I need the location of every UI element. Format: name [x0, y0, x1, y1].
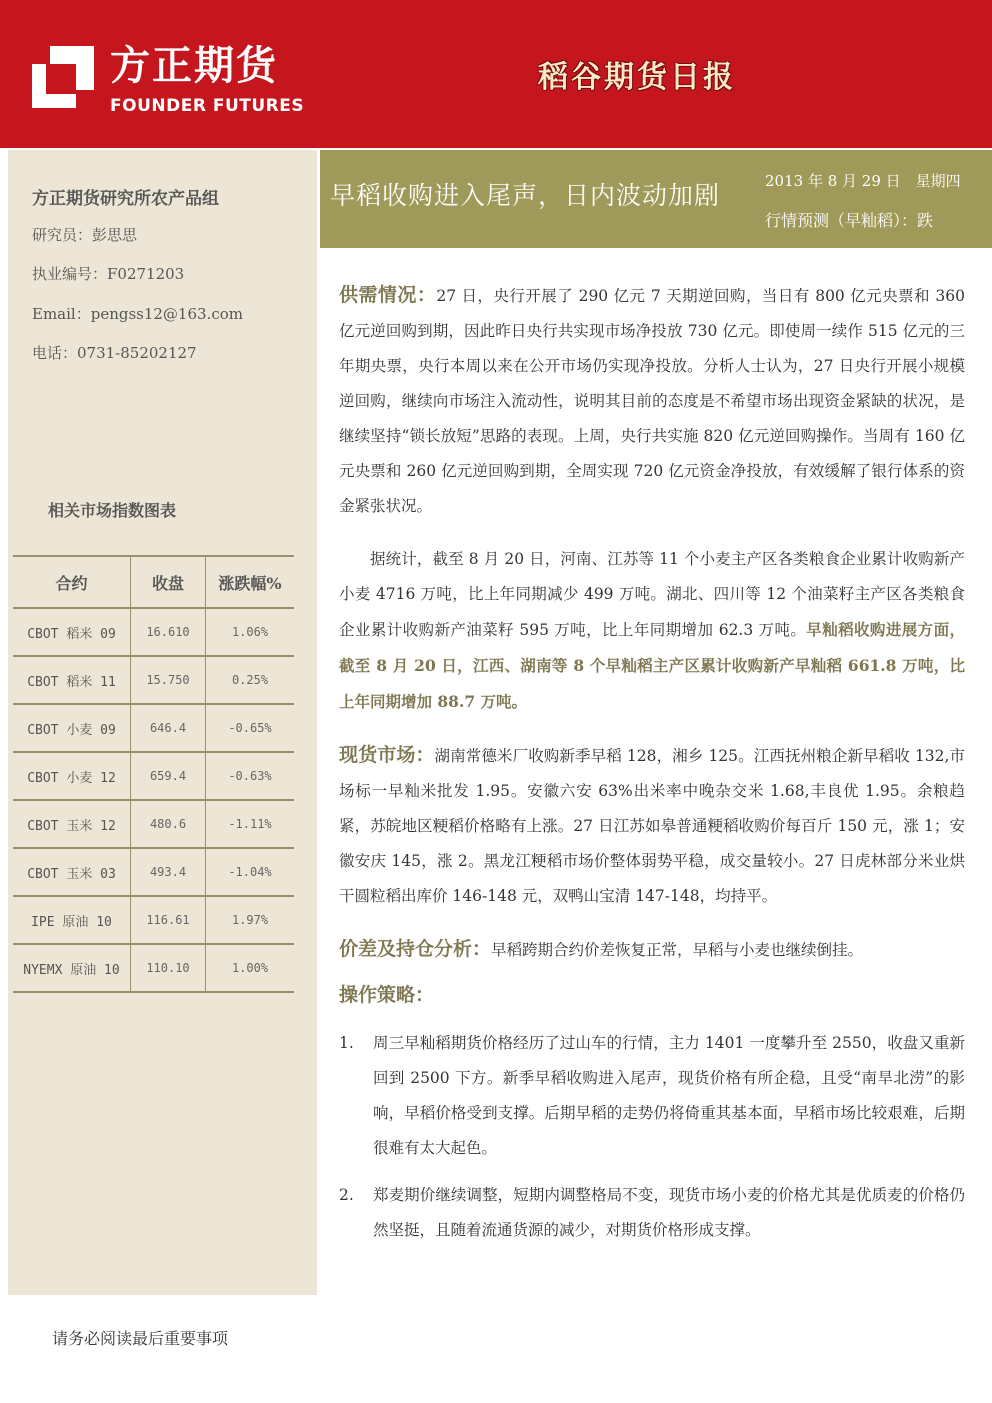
cell-contract: CBOT 玉米 12 — [13, 800, 131, 848]
stats-text: 据统计，截至 8 月 20 日，河南、江苏等 11 个小麦主产区各类粮食企业累计收购新产小麦 4716 万吨，比上年同期减少 499 万吨。湖北、四川等 12 个油菜籽主产区各类粮食企业累计收购新产油菜籽 595 万吨，比上年同期增加 62.3 万吨。 — [339, 550, 965, 639]
forecast: 行情预测（早籼稻）：跌 — [765, 211, 934, 230]
col-header-close: 收盘 — [131, 556, 206, 608]
supply-section — [339, 278, 965, 524]
cell-close: 15.750 — [131, 656, 206, 704]
report-date: 2013 年 8 月 29 日 星期四 — [765, 172, 961, 190]
researcher: 研究员：彭思思 — [32, 226, 138, 244]
cell-contract: CBOT 稻米 09 — [13, 608, 131, 656]
table-row — [13, 800, 294, 848]
cell-change: 1.00% — [206, 944, 295, 992]
spot-section — [339, 738, 965, 914]
list-number: 1. — [339, 1034, 354, 1052]
license-number: 执业编号：F0271203 — [32, 265, 185, 283]
cell-change: -0.65% — [206, 704, 295, 752]
cell-contract: IPE 原油 10 — [13, 896, 131, 944]
table-row — [13, 752, 294, 800]
founder-logo-icon — [28, 42, 98, 112]
index-table-title: 相关市场指数图表 — [48, 501, 177, 520]
stats-bold-text: 早籼稻收购进展方面，截至 8 月 20 日，江西、湖南等 8 个早籼稻主产区累计收购新产早籼稻 661.8 万吨，比上年同期增加 88.7 万吨。 — [339, 620, 965, 711]
supply-text: 27 日，央行开展了 290 亿元 7 天期逆回购，当日有 800 亿元央票和 360 亿元逆回购到期，因此昨日央行共实现市场净投放 730 亿元。即使周一续作 515 亿元的三年期央票，央行本周以来在公开市场仍实现净投放。分析人士认为，27 日央行开展小规模逆回购，继续向市场注入流动性，说明其目前的态度是不希望市场出现资金紧缺的状况，是继续坚持“锁长放短”思路的表现。上周，央行共实施 820 亿元逆回购操作。当周有 160 亿元央票和 260 亿元逆回购到期，全周实现 720 亿元资金净投放，有效缓解了银行体系的资金紧张状况。 — [339, 287, 965, 515]
list-item — [339, 1026, 965, 1166]
table-row — [13, 896, 294, 944]
cell-close: 659.4 — [131, 752, 206, 800]
cell-change: -1.11% — [206, 800, 295, 848]
cell-close: 116.61 — [131, 896, 206, 944]
cell-close: 646.4 — [131, 704, 206, 752]
report-title: 稻谷期货日报 — [538, 60, 736, 95]
headline: 早稻收购进入尾声，日内波动加剧 — [330, 181, 721, 210]
table-row — [13, 944, 294, 992]
strategy-heading — [339, 978, 965, 1014]
table-row — [13, 704, 294, 752]
spot-label: 现货市场： — [339, 744, 435, 766]
cell-contract: CBOT 小麦 09 — [13, 704, 131, 752]
phone: 电话：0731-85202127 — [32, 344, 197, 362]
table-row — [13, 848, 294, 896]
cell-close: 110.10 — [131, 944, 206, 992]
supply-label: 供需情况： — [339, 284, 437, 306]
stats-paragraph — [339, 542, 965, 720]
list-text: 郑麦期价继续调整，短期内调整格局不变，现货市场小麦的价格尤其是优质麦的价格仍然坚挺，且随着流通货源的减少，对期货价格形成支撑。 — [373, 1186, 965, 1239]
footer-note: 请务必阅读最后重要事项 — [52, 1329, 229, 1348]
market-index-table — [13, 555, 294, 993]
cell-close: 480.6 — [131, 800, 206, 848]
cell-contract: CBOT 玉米 03 — [13, 848, 131, 896]
brand-name-cn: 方正期货 — [110, 43, 278, 89]
org-name: 方正期货研究所农产品组 — [32, 189, 219, 209]
brand-name-en: FOUNDER FUTURES — [110, 96, 305, 116]
cell-change: 0.25% — [206, 656, 295, 704]
main-content — [339, 278, 965, 1248]
spot-text: 湖南常德米厂收购新季早稻 128，湘乡 125。江西抚州粮企新早稻收 132,市场标一早籼米批发 1.95。安徽六安 63%出米率中晚杂交米 1.68,丰良优 1.95。余粮趋紧，苏皖地区粳稻价格略有上涨。27 日江苏如皋普通粳稻收购价每百斤 150 元，涨 1；安徽安庆 145，涨 2。黑龙江粳稻市场价整体弱势平稳，成交量较小。27 日虎林部分米业烘干圆粒稻出库价 146-148 元，双鸭山宝清 147-148，均持平。 — [339, 747, 965, 905]
col-header-contract: 合约 — [13, 556, 131, 608]
list-item — [339, 1178, 965, 1248]
cell-close: 16.610 — [131, 608, 206, 656]
list-text: 周三早籼稻期货价格经历了过山车的行情，主力 1401 一度攀升至 2550，收盘又重新回到 2500 下方。新季早稻收购进入尾声，现货价格有所企稳，且受“南旱北涝”的影响，早稻价格受到支撑。后期早稻的走势仍将倚重其基本面，早稻市场比较艰难，后期很难有太大起色。 — [373, 1034, 965, 1157]
cell-change: 1.06% — [206, 608, 295, 656]
table-row — [13, 656, 294, 704]
spread-label: 价差及持仓分析： — [339, 938, 492, 960]
cell-contract: CBOT 稻米 11 — [13, 656, 131, 704]
col-header-change: 涨跌幅% — [206, 556, 295, 608]
email: Email：pengss12@163.com — [32, 305, 243, 323]
cell-contract: NYEMX 原油 10 — [13, 944, 131, 992]
cell-contract: CBOT 小麦 12 — [13, 752, 131, 800]
list-number: 2. — [339, 1186, 354, 1204]
strategy-label: 操作策略： — [339, 984, 435, 1006]
spread-section — [339, 932, 965, 968]
spread-text: 早稻跨期合约价差恢复正常，早稻与小麦也继续倒挂。 — [491, 941, 864, 959]
cell-change: 1.97% — [206, 896, 295, 944]
cell-change: -1.04% — [206, 848, 295, 896]
cell-change: -0.63% — [206, 752, 295, 800]
cell-close: 493.4 — [131, 848, 206, 896]
table-row — [13, 608, 294, 656]
header-bar — [0, 0, 992, 148]
